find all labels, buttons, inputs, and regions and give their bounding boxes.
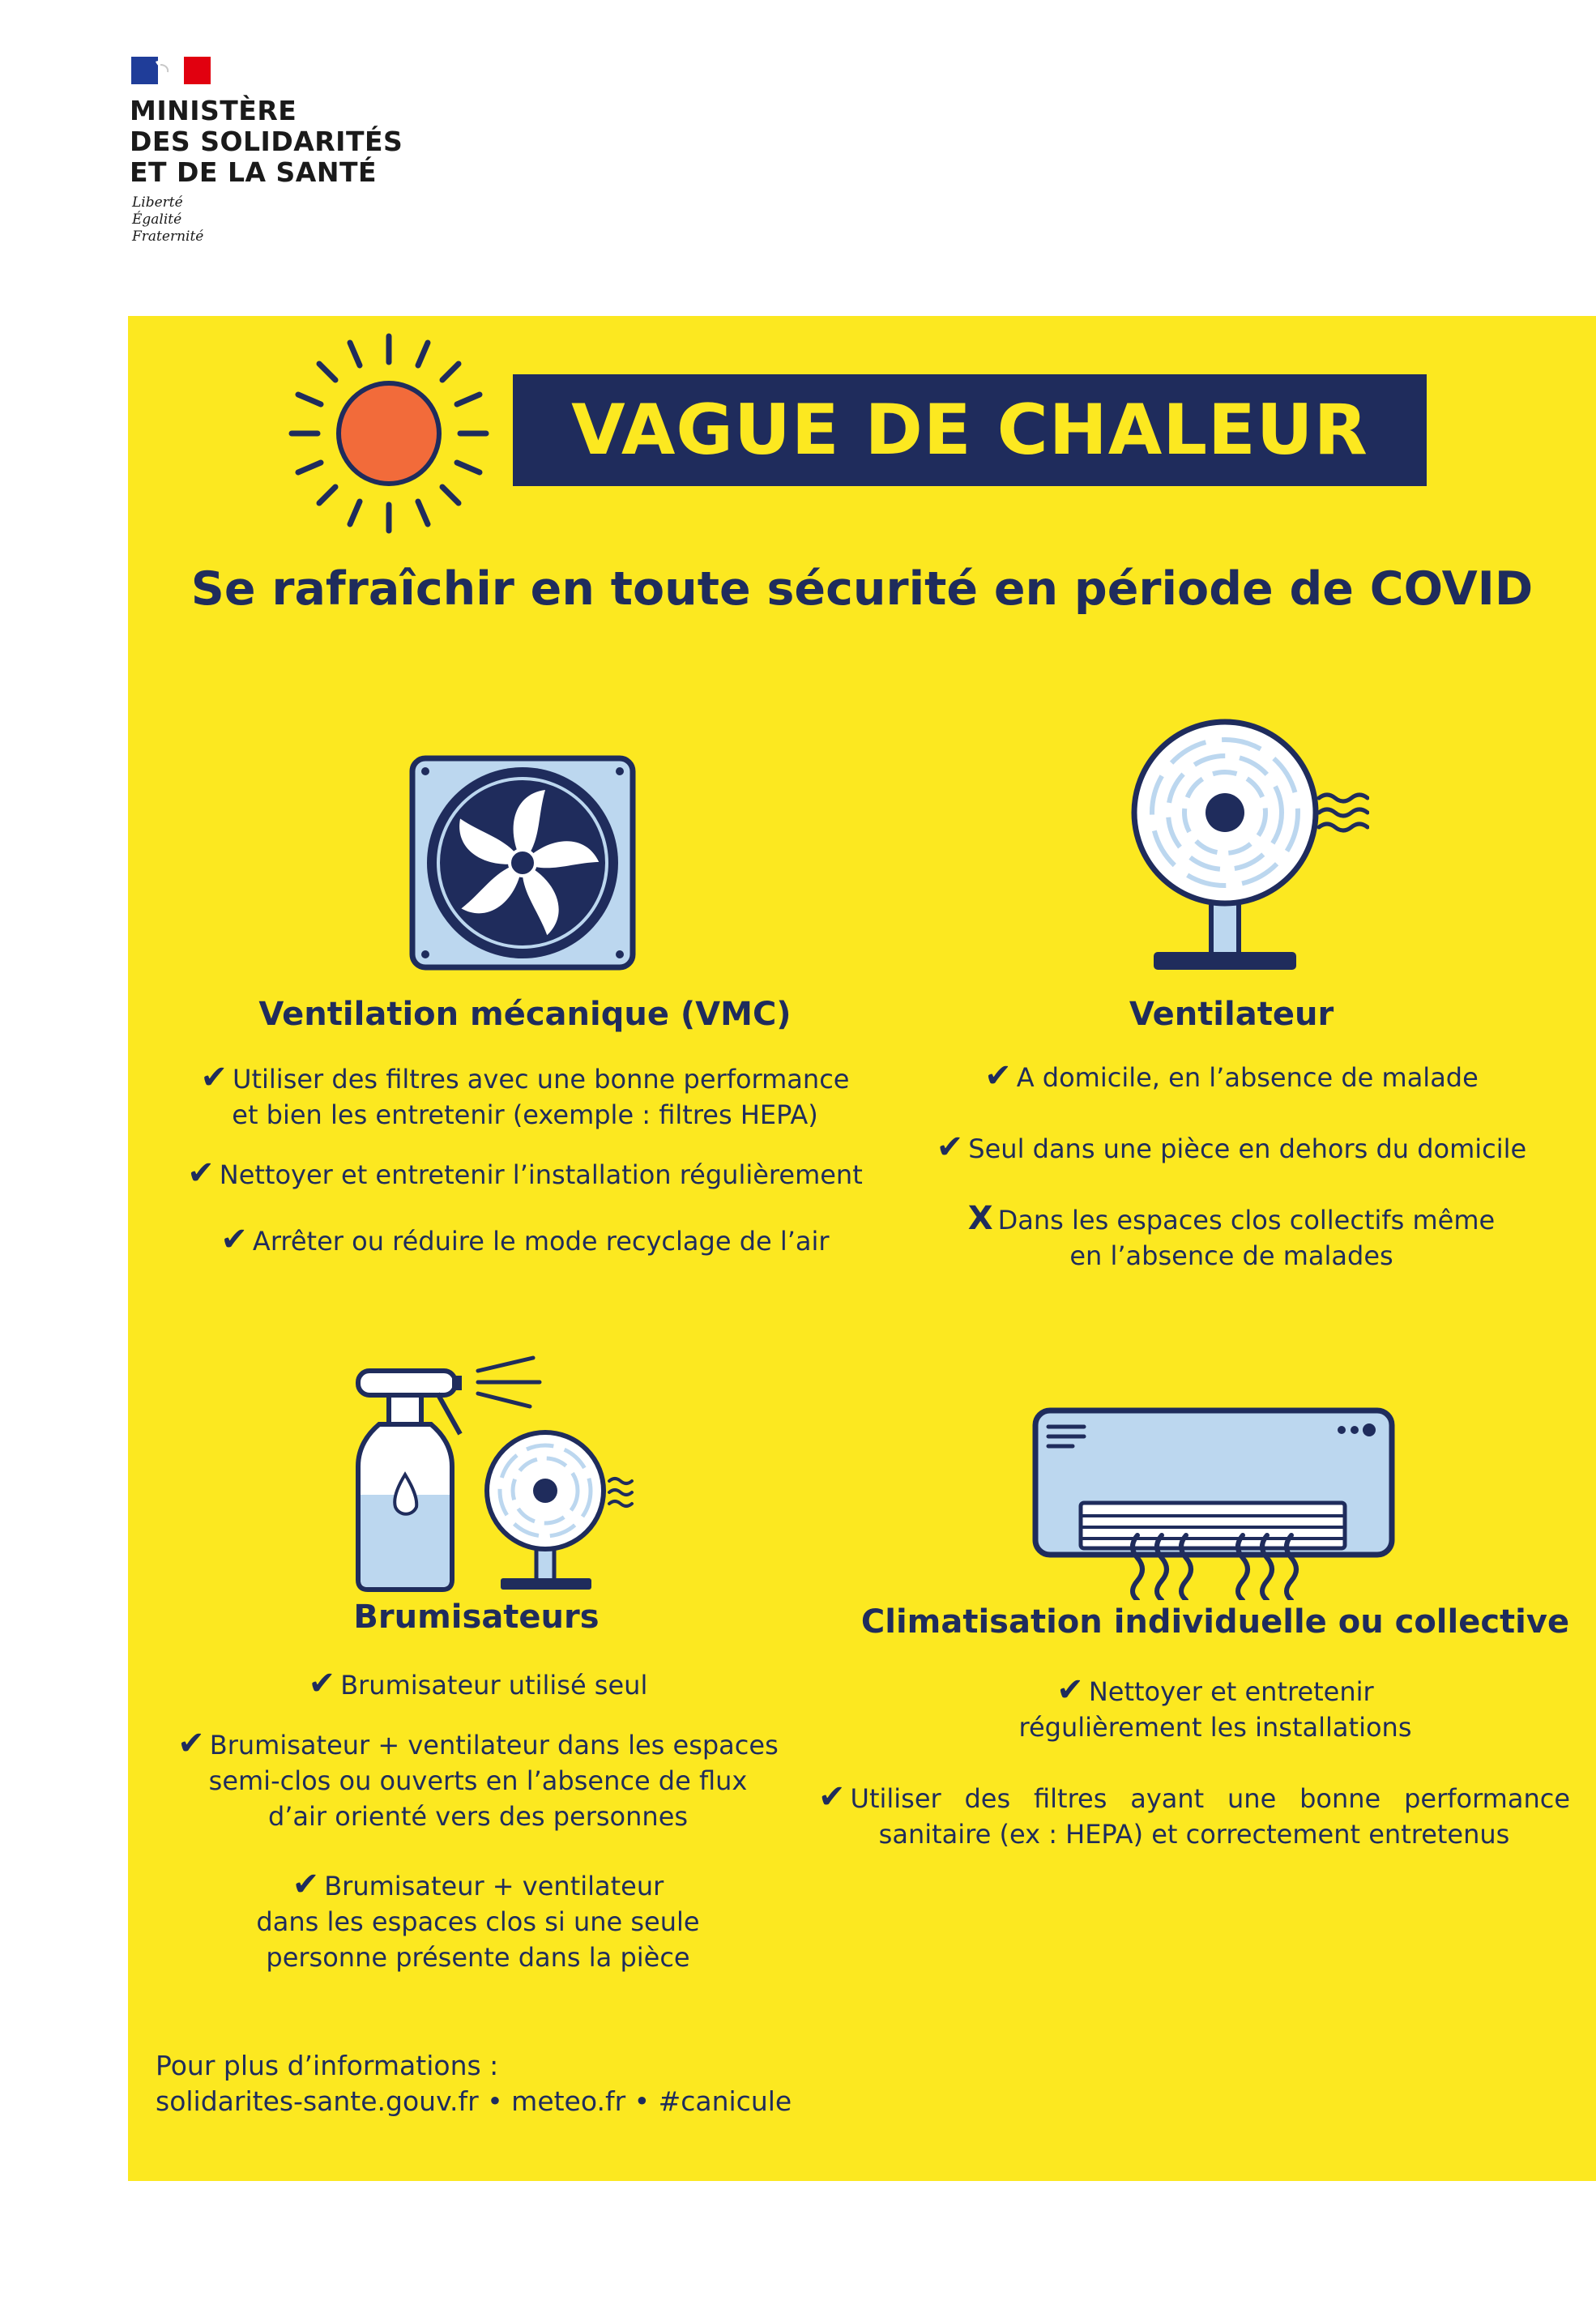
brumisateurs-item-3 (113, 1867, 843, 1975)
cross-icon: X (967, 1200, 993, 1237)
check-icon: ✔ (200, 1059, 228, 1096)
brumisateurs-item-2-line-3: d’air orienté vers des personnes (267, 1801, 689, 1832)
check-icon: ✔ (177, 1725, 205, 1762)
brumisateurs-item-1-line-1: Brumisateur utilisé seul (340, 1670, 648, 1701)
ventilateur-item-2-line-1: Seul dans une pièce en dehors du domicile (968, 1133, 1527, 1164)
vmc-item-2 (144, 1155, 906, 1193)
republic-motto (132, 194, 203, 245)
check-icon: ✔ (187, 1154, 215, 1192)
title-banner (513, 374, 1427, 486)
ministry-name (130, 96, 502, 188)
brumisateurs-item-3-line-1: Brumisateur + ventilateur (324, 1871, 664, 1901)
vmc-item-1-line-2: et bien les entretenir (exemple : filtres HEPA) (232, 1099, 818, 1130)
climatisation-heading: Climatisation individuelle ou collective (860, 1603, 1570, 1641)
ministry-line-3: ET DE LA SANTÉ (130, 156, 377, 188)
vmc-item-3-line-1: Arrêter ou réduire le mode recyclage de l’air (252, 1226, 830, 1257)
brumisateurs-item-3-line-3: personne présente dans la pièce (266, 1942, 690, 1973)
check-icon: ✔ (292, 1866, 320, 1903)
motto-liberte: Liberté (132, 194, 183, 211)
ventilateur-item-1 (859, 1058, 1596, 1095)
climatisation-item-2-line-2: sanitaire (ex : HEPA) et correctement entretenus (878, 1819, 1510, 1850)
vmc-item-1 (144, 1060, 906, 1133)
ventilateur-item-3-line-1: Dans les espaces clos collectifs même (997, 1205, 1496, 1236)
mister-and-fan-icon (339, 1345, 647, 1596)
climatisation-item-1 (843, 1672, 1588, 1745)
check-icon: ✔ (936, 1129, 964, 1166)
check-icon: ✔ (220, 1221, 248, 1258)
check-icon: ✔ (818, 1778, 846, 1816)
brumisateurs-item-2-line-1: Brumisateur + ventilateur dans les espaces (209, 1730, 779, 1761)
footer-info (156, 2048, 792, 2119)
vmc-heading: Ventilation mécanique (VMC) (258, 996, 792, 1033)
vmc-fan-icon (408, 753, 638, 972)
brumisateurs-item-2-line-2: semi-clos ou ouverts en l’absence de flux (208, 1765, 748, 1796)
climatisation-item-1-line-1: Nettoyer et entretenir (1088, 1676, 1374, 1707)
poster-subtitle: Se rafraîchir en toute sécurité en période de COVID (190, 562, 1534, 616)
ministry-line-2: DES SOLIDARITÉS (130, 126, 403, 157)
check-icon: ✔ (308, 1665, 336, 1702)
ventilateur-item-3-line-2: en l’absence de malades (1069, 1240, 1393, 1271)
brumisateurs-item-3-line-2: dans les espaces clos si une seule (256, 1906, 700, 1937)
motto-egalite: Égalité (132, 211, 182, 228)
republique-francaise-flag-logo (131, 57, 211, 84)
sun-icon (284, 328, 494, 539)
ventilateur-item-2 (859, 1129, 1596, 1167)
footer-links[interactable]: solidarites-sante.gouv.fr • meteo.fr • #canicule (156, 2085, 792, 2117)
poster-title: VAGUE DE CHALEUR (571, 390, 1368, 471)
brumisateurs-item-1 (113, 1666, 843, 1703)
motto-fraternite: Fraternité (132, 228, 204, 245)
check-icon: ✔ (984, 1057, 1012, 1095)
vmc-item-3 (144, 1222, 906, 1259)
desk-fan-icon (1126, 717, 1369, 980)
climatisation-item-2-line-1: Utiliser des filtres ayant une bonne performance (850, 1783, 1570, 1814)
ventilateur-heading: Ventilateur (1129, 996, 1334, 1033)
air-conditioner-icon (1031, 1406, 1397, 1600)
vmc-item-2-line-1: Nettoyer et entretenir l’installation régulièrement (219, 1159, 863, 1190)
brumisateurs-item-2 (113, 1726, 843, 1834)
climatisation-item-2 (818, 1779, 1570, 1852)
brumisateurs-heading: Brumisateurs (353, 1598, 600, 1636)
footer-intro: Pour plus d’informations : (156, 2050, 499, 2081)
check-icon: ✔ (1056, 1671, 1084, 1709)
ventilateur-item-3 (859, 1201, 1596, 1274)
vmc-item-1-line-1: Utiliser des filtres avec une bonne performance (233, 1064, 850, 1095)
climatisation-item-1-line-2: régulièrement les installations (1018, 1712, 1412, 1743)
ministry-line-1: MINISTÈRE (130, 95, 297, 126)
ventilateur-item-1-line-1: A domicile, en l’absence de malade (1016, 1062, 1479, 1093)
